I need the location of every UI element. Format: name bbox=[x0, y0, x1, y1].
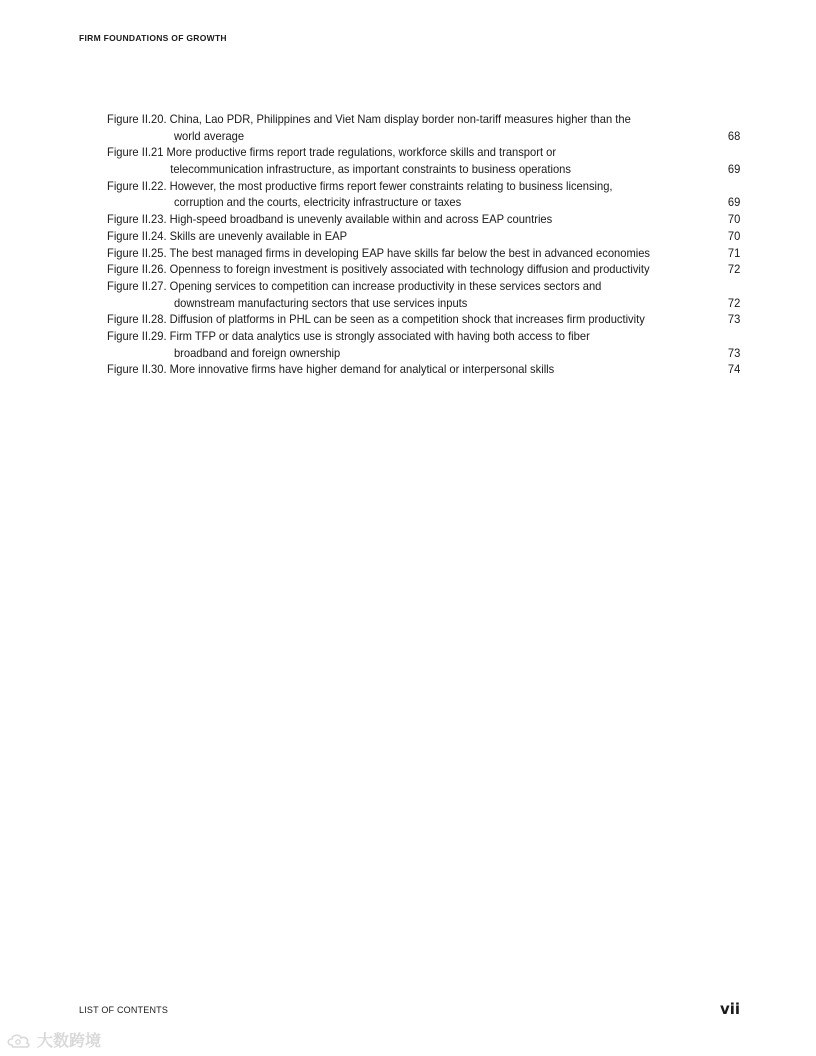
toc-entry-line: broadband and foreign ownership bbox=[173, 345, 341, 360]
toc-entry-line: Figure II.27. Opening services to competition can increase productivity in these services sectors and bbox=[107, 278, 602, 293]
footer-section-label: LIST OF CONTENTS bbox=[79, 1005, 169, 1015]
toc-entry-figure-ii-22[interactable] bbox=[107, 178, 740, 211]
page-number: 74 bbox=[727, 362, 741, 377]
page-number: 72 bbox=[727, 262, 741, 277]
toc-entry-figure-ii-23[interactable] bbox=[107, 211, 740, 228]
page-number: 70 bbox=[727, 228, 741, 243]
toc-entry-line: Figure II.26. Openness to foreign investment is positively associated with technology diffusion and productivity bbox=[107, 262, 650, 277]
toc-entry-line: Figure II.24. Skills are unevenly available in EAP bbox=[107, 228, 348, 243]
list-of-figures bbox=[107, 111, 741, 378]
toc-entry-line: Figure II.28. Diffusion of platforms in PHL can be seen as a competition shock that increases firm productivity bbox=[107, 312, 645, 327]
toc-entry-figure-ii-21[interactable] bbox=[107, 144, 740, 177]
toc-entry-line: Figure II.21 More productive firms report trade regulations, workforce skills and transport or bbox=[107, 145, 557, 160]
toc-entry-figure-ii-30[interactable] bbox=[107, 361, 740, 378]
toc-entry-line: corruption and the courts, electricity infrastructure or taxes bbox=[173, 195, 462, 210]
toc-entry-line: downstream manufacturing sectors that use services inputs bbox=[173, 295, 468, 310]
toc-entry-line: Figure II.20. China, Lao PDR, Philippines and Viet Nam display border non-tariff measures higher than the bbox=[107, 112, 631, 126]
running-header: FIRM FOUNDATIONS OF GROWTH bbox=[79, 33, 227, 43]
page-number: 73 bbox=[727, 345, 741, 360]
cloud-logo-icon bbox=[4, 1030, 34, 1050]
toc-entry-figure-ii-26[interactable] bbox=[107, 261, 740, 278]
toc-entry-figure-ii-28[interactable] bbox=[107, 311, 740, 328]
toc-entry-line: world average bbox=[173, 128, 245, 143]
page-number: 69 bbox=[727, 162, 741, 177]
page-number: 72 bbox=[727, 295, 741, 310]
toc-entry-line: telecommunication infrastructure, as important constraints to business operations bbox=[170, 162, 571, 177]
toc-entry-figure-ii-29[interactable] bbox=[107, 328, 740, 361]
toc-entry-line: Figure II.22. However, the most productive firms report fewer constraints relating to business licensing, bbox=[107, 178, 613, 193]
toc-entry-figure-ii-24[interactable] bbox=[107, 228, 740, 245]
page-number: 70 bbox=[727, 212, 741, 227]
toc-entry-line: Figure II.30. More innovative firms have higher demand for analytical or interpersonal skills bbox=[107, 362, 555, 377]
toc-entry-line: Figure II.29. Firm TFP or data analytics use is strongly associated with having both access to fiber bbox=[107, 328, 590, 343]
footer-page-number: vii bbox=[719, 1000, 740, 1018]
page-number: 73 bbox=[727, 312, 741, 327]
toc-entry-figure-ii-25[interactable] bbox=[107, 245, 740, 262]
page-number: 71 bbox=[727, 245, 741, 260]
toc-entry-line: Figure II.23. High-speed broadband is unevenly available within and across EAP countries bbox=[107, 212, 553, 227]
toc-entry-figure-ii-27[interactable] bbox=[107, 278, 740, 311]
watermark-text: 大数跨境 bbox=[37, 1033, 102, 1050]
toc-entry-line: Figure II.25. The best managed firms in developing EAP have skills far below the best in advanced economies bbox=[107, 245, 651, 260]
watermark bbox=[4, 1028, 101, 1051]
page-number: 69 bbox=[727, 195, 741, 210]
toc-entry-figure-ii-20[interactable] bbox=[107, 111, 740, 144]
page-number: 68 bbox=[727, 128, 741, 143]
